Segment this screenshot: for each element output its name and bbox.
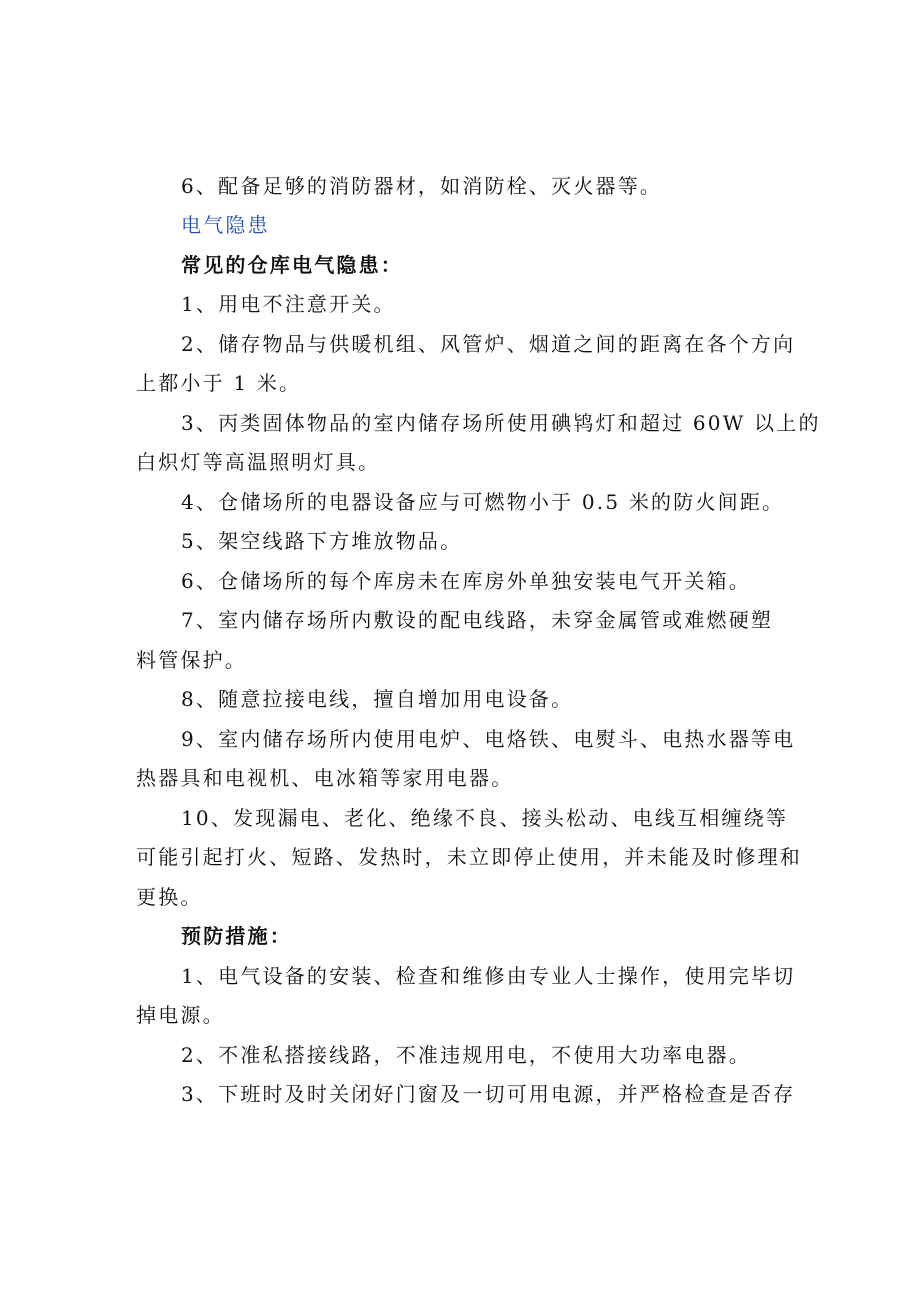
hazard-item-9: 9、室内储存场所内使用电炉、电烙铁、电熨斗、电热水器等电 <box>181 727 796 751</box>
hazard-item-9-cont: 热器具和电视机、电冰箱等家用电器。 <box>136 766 514 790</box>
measure-item-1: 1、电气设备的安装、检查和维修由专业人士操作，使用完毕切 <box>181 964 796 988</box>
hazard-item-2-cont: 上都小于 1 米。 <box>136 371 302 395</box>
hazard-item-1: 1、用电不注意开关。 <box>181 292 396 316</box>
hazard-item-8: 8、随意拉接电线，擅自增加用电设备。 <box>181 687 574 711</box>
hazard-item-7-cont: 料管保护。 <box>136 648 247 672</box>
hazard-item-10-cont-2: 更换。 <box>136 885 203 909</box>
hazard-item-7: 7、室内储存场所内敷设的配电线路，未穿金属管或难燃硬塑 <box>181 608 774 632</box>
subheading-common-hazards: 常见的仓库电气隐患： <box>181 253 403 277</box>
list-item-fire-equipment: 6、配备足够的消防器材，如消防栓、灭火器等。 <box>181 174 663 198</box>
hazard-item-2: 2、储存物品与供暖机组、风管炉、烟道之间的距离在各个方向 <box>181 332 796 356</box>
measure-item-1-cont: 掉电源。 <box>136 1003 225 1027</box>
hazard-item-3: 3、丙类固体物品的室内储存场所使用碘鸨灯和超过 60W 以上的 <box>181 411 821 435</box>
hazard-item-5: 5、架空线路下方堆放物品。 <box>181 529 463 553</box>
hazard-item-10: 10、发现漏电、老化、绝缘不良、接头松动、电线互相缠绕等 <box>181 806 789 830</box>
subheading-prevention-measures: 预防措施： <box>181 924 292 948</box>
hazard-item-3-cont: 白炽灯等高温照明灯具。 <box>136 450 381 474</box>
hazard-item-6: 6、仓储场所的每个库房未在库房外单独安装电气开关箱。 <box>181 569 751 593</box>
measure-item-2: 2、不准私搭接线路，不准违规用电，不使用大功率电器。 <box>181 1043 751 1067</box>
hazard-item-10-cont: 可能引起打火、短路、发热时，未立即停止使用，并未能及时修理和 <box>136 845 802 869</box>
section-heading-electrical-hazards: 电气隐患 <box>181 213 270 237</box>
measure-item-3: 3、下班时及时关闭好门窗及一切可用电源，并严格检查是否存 <box>181 1082 796 1106</box>
hazard-item-4: 4、仓储场所的电器设备应与可燃物小于 0.5 米的防火间距。 <box>181 490 785 514</box>
